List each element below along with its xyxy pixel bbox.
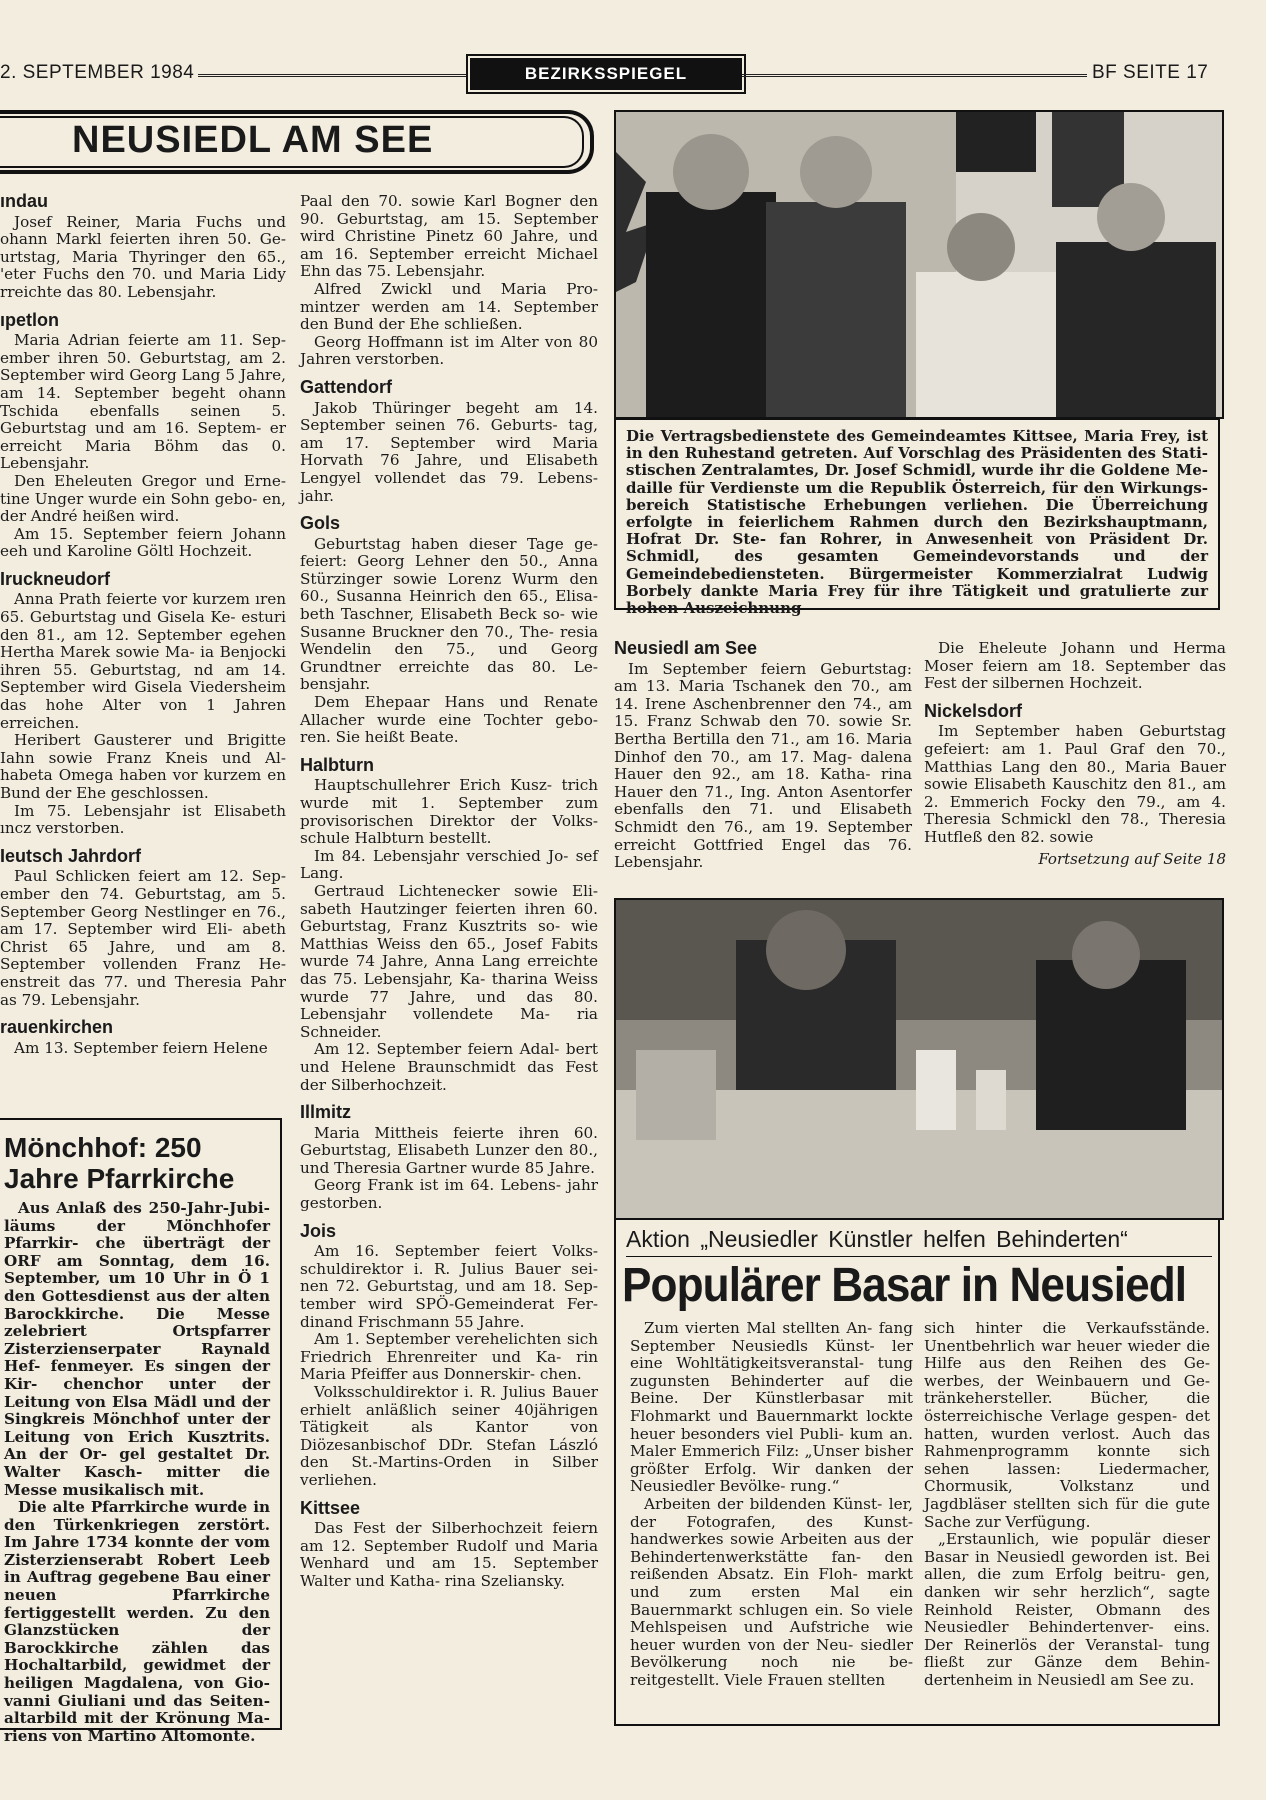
news-paragraph: Den Eheleuten Gregor und Erne- tine Unger wurde ein Sohn gebo- en, der André heißen wird. [0, 471, 286, 526]
issue-date: 2. SEPTEMBER 1984 [0, 62, 195, 83]
header-rule-left [198, 74, 468, 77]
news-paragraph: Im 75. Lebensjahr ist Elisabeth ıncz verstorben. [0, 801, 286, 838]
moenchhof-paragraph: Die alte Pfarrkirche wurde in den Türkenkriegen zerstört. Im Jahre 1734 konnte der vom Zisterzienserabt Robert Leeb in Auftrag gegebene Bau einer neuen Pfarrkirche fertiggestellt werden. Zu den Glanzstücken der Barockkirche zählen das Hochaltarbild, gewidmet der heiligen Magdalena, von Gio- vanni Giuliani und das Seiten- altarbild mit der Krönung Ma- riens von Martino Altomonte. [4, 1498, 270, 1745]
news-column-1 [0, 193, 286, 1057]
news-paragraph: Am 15. September feiern Johann eeh und Karoline Göltl Hochzeit. [0, 524, 286, 561]
continuation-note: Fortsetzung auf Seite 18 [1038, 849, 1226, 868]
news-paragraph: Im 84. Lebensjahr verschied Jo- sef Lang. [300, 846, 598, 883]
news-paragraph: Alfred Zwickl und Maria Pro- mintzer werden am 14. September den Bund der Ehe schließen. [300, 279, 598, 334]
header-rule-right [742, 74, 1087, 77]
news-column-3 [614, 640, 912, 872]
news-paragraph: Maria Mittheis feierte ihren 60. Geburtstag, Elisabeth Lunzer den 80., und Theresia Gartner wurde 85 Jahre. [300, 1123, 598, 1177]
photo-caption: Die Vertragsbedienstete des Gemeindeamtes Kittsee, Maria Frey, ist in den Ruhestand getreten. Auf Vorschlag des Präsidenten des Stati- stischen Zentralamtes, Dr. Josef Schmidl, wurde ihr die Goldene Me- daille für Verdienste um die Republik Österreich, für den Wirkungs- bereich Statistische Erhebungen verliehen. Die Überreichung erfolgte in feierlichem Rahmen durch den Bezirkshauptmann, Hofrat Dr. Ste- fan Rohrer, in Anwesenheit von Präsident Dr. Schmidl, des gesamten Gemeindevorstands und der Gemeindebediensteten. Bürgermeister Kommerzialrat Ludwig Borbely dankte Maria Frey für ihre Tätigkeit und gratulierte zur hohen Auszeichnung [614, 418, 1220, 610]
page-number: BF SEITE 17 [1092, 62, 1209, 83]
town-heading: Halbturn [300, 754, 374, 775]
award-ceremony-illustration [616, 112, 1222, 417]
town-heading: ıpetlon [0, 309, 59, 330]
basar-column-1 [630, 1320, 913, 1689]
news-paragraph: Am 1. September verehelichten sich Friedrich Ehrenreiter und Ka- rin Maria Pfeiffer aus Donnerskir- chen. [300, 1330, 598, 1384]
award-ceremony-photo [614, 110, 1224, 419]
news-paragraph: Dem Ehepaar Hans und Renate Allacher wurde eine Tochter gebo- ren. Sie heißt Beate. [300, 693, 598, 747]
town-heading: Ieutsch Jahrdorf [0, 845, 142, 866]
town-heading: ındau [0, 193, 48, 211]
town-heading: Iruckneudorf [0, 568, 111, 589]
news-paragraph: Heribert Gausterer und Brigitte Iahn sowie Franz Kneis und Al- habeta Omega haben vor kurzem en Bund der Ehe geschlossen. [0, 731, 286, 802]
news-paragraph: Im September haben Geburtstag gefeiert: am 1. Paul Graf den 70., Matthias Lang den 80., Maria Bauer sowie Elisabeth Kauschitz den 81., am 2. Emmerich Focky den 79., am 4. Theresia Schmickl den 78., Theresia Hutfleß den 82. sowie [924, 722, 1226, 846]
news-paragraph: Das Fest der Silberhochzeit feiern am 12. September Rudolf und Maria Wenhard und am 15. September Walter und Katha- rina Szeliansky. [300, 1519, 598, 1590]
section-label: BEZIRKSSPIEGEL [470, 58, 742, 90]
basar-column-2 [924, 1320, 1210, 1689]
news-paragraph: Georg Hoffmann ist im Alter von 80 Jahren verstorben. [300, 332, 598, 369]
town-heading: Gattendorf [300, 376, 392, 397]
basar-paragraph: „Erstaunlich, wie populär dieser Basar in Neusiedl geworden ist. Bei allen, die zum Erfolg beitru- gen, danken wir sehr herzlich“, sagte Reinhold Reister, Obmann des Neusiedler Behindertenver- eins. Der Reinerlös der Veranstal- tung fließt zur Gänze dem Behin- dertenheim in Neusiedl am See zu. [924, 1530, 1210, 1689]
moenchhof-headline: Mönchhof: 250 Jahre Pfarrkirche [4, 1132, 235, 1194]
basar-paragraph: sich hinter die Verkaufsstände. Unentbehrlich war heuer wieder die Hilfe aus den Reihen des Ge- werbes, der Weinbauern und Ge- tränkehersteller. Bücher, die österreichische Verlage gespen- det hatten, wurden verlost. Auch das Rahmenprogramm konnte sich sehen lassen: Liedermacher, Chormusik, Volkstanz und Jagdbläser stellten sich für die gute Sache zur Verfügung. [924, 1319, 1210, 1531]
news-column-4 [924, 640, 1226, 868]
moenchhof-article-box [0, 1118, 282, 1745]
news-paragraph: Im September feiern Geburtstag: am 13. Maria Tschanek den 70., am 14. Irene Aschenbrenner den 74., am 15. Franz Schwab den 70. sowie Sr. Bertha Bertilla den 71., am 16. Maria Dinhof den 70., am 17. Mag- dalena Hauer den 92., am 18. Katha- rina Hauer den 71., Ing. Anton Asentorfer ebenfalls den 71. und Elisabeth Schmidt den 76., am 19. September erreicht Gottfried Engel das 76. Lebensjahr. [614, 659, 912, 872]
news-paragraph: Hauptschullehrer Erich Kusz- trich wurde mit 1. September zum provisorischen Direktor der Volks- schule Halbturn bestellt. [300, 776, 598, 848]
town-heading: Nickelsdorf [924, 700, 1023, 721]
news-paragraph: Paul Schlicken feiert am 12. Sep- ember den 74. Geburtstag, am 5. September Georg Nestlinger en 76., am 17. September wird Eli- abeth Christ 65 Jahre, und am 8. September vollenden Franz He- enstreit das 77. und Theresia Pahr as 79. Lebensjahr. [0, 867, 286, 1009]
news-paragraph: Paal den 70. sowie Karl Bogner den 90. Geburtstag, am 15. September wird Christine Pinetz 60 Jahre, und am 16. September erreicht Michael Ehn das 75. Lebensjahr. [300, 192, 598, 281]
news-paragraph: Jakob Thüringer begeht am 14. September seinen 76. Geburts- tag, am 17. September wird Maria Horvath 76 Jahre, und Elisabeth Lengyel vollendet das 79. Lebens- jahr. [300, 398, 598, 505]
town-heading: Jois [300, 1220, 337, 1241]
news-paragraph: Maria Adrian feierte am 11. Sep- ember ihren 50. Geburtstag, am 2. September wird Georg Lang 5 Jahre, am 14. September begeht ohann Tschida ebenfalls seinen 5. Geburtstag und am 16. Septem- er erreicht Maria Böhm das 0. Lebensjahr. [0, 331, 286, 473]
news-paragraph: Gertraud Lichtenecker sowie Eli- sabeth Hautzinger feierten ihren 60. Geburtstag, Franz Kusztrits so- wie Matthias Weiss den 65., Josef Fabits wurde 74 Jahre, Anna Lang erreichte das 75. Lebensjahr, Ka- tharina Weiss wurde 77 Jahre, und das 80. Lebensjahr vollendete Ma- ria Schneider. [300, 881, 598, 1041]
news-paragraph: Georg Frank ist im 64. Lebens- jahr gestorben. [300, 1176, 598, 1213]
basar-paragraph: Zum vierten Mal stellten An- fang September Neusiedls Künst- ler eine Wohltätigkeitsveranstal- tung zugunsten Behinderter auf die Beine. Der Künstlerbasar mit Flohmarkt und Bauernmarkt lockte heuer besonders viel Publi- kum an. Maler Emmerich Filz: „Unser bisher größter Erfolg. Wir danken der Neusiedler Bevölke- rung.“ [630, 1319, 913, 1496]
town-heading: Illmitz [300, 1102, 352, 1123]
region-banner-title: NEUSIEDL AM SEE [72, 119, 434, 161]
news-paragraph: Am 16. September feiert Volks- schuldirektor i. R. Julius Bauer sei- nen 72. Geburtstag, und am 18. Sep- tember wird SPÖ-Gemeinderat Fer- dinand Frischmann 55 Jahre. [300, 1242, 598, 1331]
news-paragraph: Am 12. September feiern Adal- bert und Helene Braunschmidt das Fest der Silberhochzeit. [300, 1040, 598, 1094]
news-paragraph: Josef Reiner, Maria Fuchs und ohann Markl feierten ihren 50. Ge- urtstag, Maria Thyringer den 65., 'eter Fuchs den 70. und Maria Lidy rreichte das 80. Lebensjahr. [0, 212, 286, 301]
bazaar-illustration [616, 900, 1222, 1218]
news-paragraph: Anna Prath feierte vor kurzem ıren 65. Geburtstag und Gisela Ke- esturi den 81., am 12. September egehen Hertha Marek sowie Ma- ia Benjocki ihren 55. Geburtstag, nd am 14. September wird Gisela Viedersheim das hohe Alter von 1 Jahren erreichen. [0, 590, 286, 732]
town-heading: Neusiedl am See [614, 638, 758, 658]
news-paragraph: Am 13. September feiern Helene [14, 1038, 268, 1057]
town-heading: Kittsee [300, 1497, 361, 1518]
bazaar-photo [614, 898, 1224, 1220]
basar-headline: Populärer Basar in Neusiedl [622, 1259, 1187, 1312]
news-paragraph: Geburtstag haben dieser Tage ge- feiert: Georg Lehner den 50., Anna Stürzinger sowie Lorenz Wurm den 60., Susanna Heinrich den 65., Elisa- beth Taschner, Elisabeth Beck so- wie Susanne Bruckner den 70., The- resia Wendelin den 75., und Georg Grundtner erreichte das 80. Le- bensjahr. [300, 534, 598, 694]
town-heading: Gols [300, 513, 341, 534]
news-column-2 [300, 193, 598, 1591]
news-paragraph: Die Eheleute Johann und Herma Moser feiern am 18. September das Fest der silbernen Hochzeit. [924, 639, 1226, 693]
town-heading: rauenkirchen [0, 1017, 114, 1038]
news-paragraph: Volksschuldirektor i. R. Julius Bauer erhielt anläßlich seiner 40jährigen Tätigkeit als Kantor von Diözesanbischof DDr. Stefan László den St.-Martins-Orden in Silber verliehen. [300, 1383, 598, 1489]
basar-kicker: Aktion „Neusiedler Künstler helfen Behinderten“ [626, 1226, 1128, 1252]
moenchhof-paragraph: Aus Anlaß des 250-Jahr-Jubi- läums der Mönchhofer Pfarrkir- che überträgt der ORF am Sonntag, dem 16. September, um 10 Uhr in Ö 1 den Gottesdienst aus der alten Barockkirche. Die Messe zelebriert Ortspfarrer Zisterzienserpater Raynald Hef- fenmeyer. Es singen der Kir- chenchor unter der Leitung von Elsa Mädl und der Singkreis Mönchhof unter der Leitung von Erich Kusztrits. An der Or- gel gestaltet Dr. Walter Kasch- mitter die Messe musikalisch mit. [4, 1199, 270, 1499]
basar-paragraph: Arbeiten der bildenden Künst- ler, der Fotografen, des Kunst- handwerkes sowie Arbeiten aus der Behindertenwerkstätte fan- den reißenden Absatz. Ein Floh- markt und zum ersten Mal ein Bauernmarkt schlugen ein. So viele Mehlspeisen und Aufstriche wie heuer wurden von der Neu- siedler Bevölkerung noch nie be- reitgestellt. Viele Frauen stellten [630, 1494, 913, 1689]
page-header [0, 58, 1266, 90]
basar-kicker-rule [626, 1256, 1212, 1257]
